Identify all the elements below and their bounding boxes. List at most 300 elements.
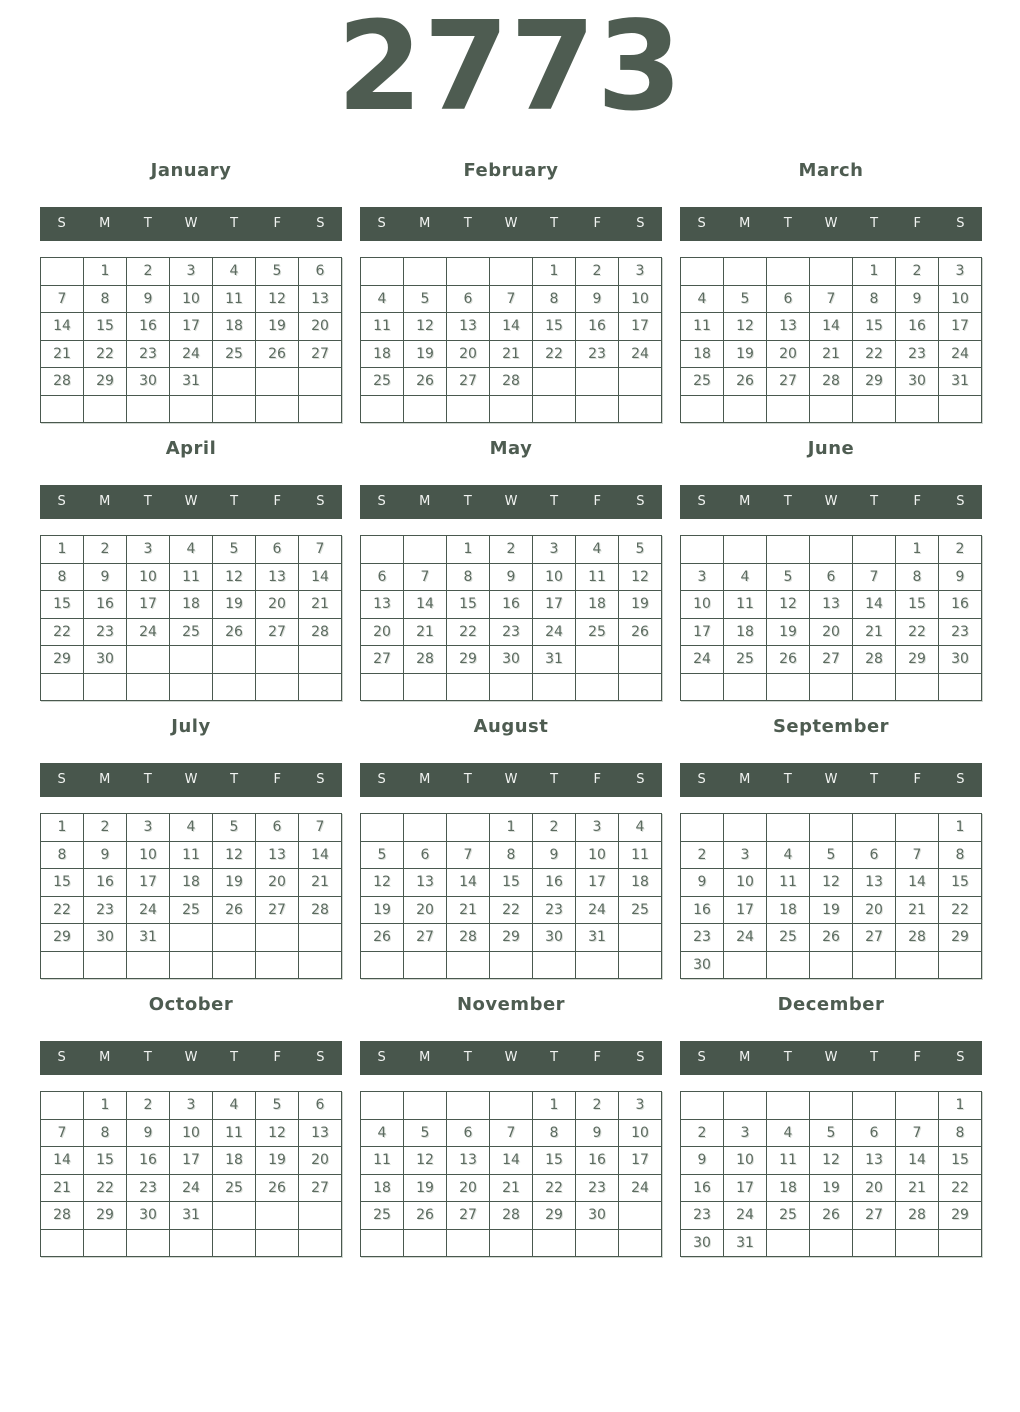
week-row xyxy=(41,841,342,869)
day-cell: 1 xyxy=(533,1092,576,1120)
day-cell: 16 xyxy=(939,591,982,619)
day-cell: 20 xyxy=(256,869,299,897)
day-cell: 31 xyxy=(724,1229,767,1257)
month-april xyxy=(40,438,342,706)
day-cell: 18 xyxy=(361,1174,404,1202)
empty-day-cell xyxy=(853,951,896,979)
empty-day-cell xyxy=(256,1229,299,1257)
day-cell: 5 xyxy=(213,814,256,842)
empty-day-cell xyxy=(127,1229,170,1257)
empty-day-cell xyxy=(939,395,982,423)
weekday-cell: T xyxy=(230,772,239,787)
week-row xyxy=(41,951,342,979)
day-cell: 13 xyxy=(299,285,342,313)
day-cell: 9 xyxy=(84,563,127,591)
weekday-cell: S xyxy=(697,494,706,509)
week-row xyxy=(361,395,662,423)
day-cell: 28 xyxy=(896,1202,939,1230)
month-title: September xyxy=(772,716,890,737)
day-cell: 10 xyxy=(939,285,982,313)
day-cell: 18 xyxy=(170,869,213,897)
day-cell: 29 xyxy=(853,368,896,396)
day-cell: 30 xyxy=(681,1229,724,1257)
day-cell: 24 xyxy=(170,1174,213,1202)
empty-day-cell xyxy=(84,395,127,423)
weekday-header-row xyxy=(40,1041,342,1075)
empty-day-cell xyxy=(810,1092,853,1120)
day-cell: 21 xyxy=(404,618,447,646)
weekday-cell: S xyxy=(956,216,965,231)
day-cell: 26 xyxy=(767,646,810,674)
day-cell: 30 xyxy=(939,646,982,674)
day-cell: 1 xyxy=(853,258,896,286)
month-title: July xyxy=(171,716,211,737)
week-row xyxy=(681,814,982,842)
day-cell: 19 xyxy=(810,896,853,924)
day-cell: 30 xyxy=(533,924,576,952)
weekday-cell: S xyxy=(636,494,645,509)
day-cell: 19 xyxy=(619,591,662,619)
empty-day-cell xyxy=(853,536,896,564)
month-grid xyxy=(360,257,662,423)
day-cell: 7 xyxy=(490,1119,533,1147)
empty-day-cell xyxy=(619,673,662,701)
day-cell: 2 xyxy=(533,814,576,842)
empty-day-cell xyxy=(810,951,853,979)
week-row xyxy=(681,618,982,646)
empty-day-cell xyxy=(576,673,619,701)
weekday-cell: F xyxy=(913,494,922,509)
week-row xyxy=(41,869,342,897)
weekday-cell: F xyxy=(593,216,602,231)
weekday-cell: S xyxy=(57,494,66,509)
day-cell: 27 xyxy=(256,896,299,924)
day-cell: 12 xyxy=(619,563,662,591)
day-cell: 16 xyxy=(896,313,939,341)
day-cell: 8 xyxy=(939,1119,982,1147)
day-cell: 5 xyxy=(404,285,447,313)
weekday-cell: S xyxy=(636,1050,645,1065)
weekday-cell: T xyxy=(143,772,152,787)
empty-day-cell xyxy=(724,1092,767,1120)
empty-day-cell xyxy=(853,1229,896,1257)
day-cell: 19 xyxy=(767,618,810,646)
weekday-cell: M xyxy=(99,772,111,787)
day-cell: 24 xyxy=(619,340,662,368)
day-cell: 18 xyxy=(213,313,256,341)
weekday-cell: T xyxy=(463,1050,472,1065)
day-cell: 3 xyxy=(170,258,213,286)
day-cell: 22 xyxy=(533,340,576,368)
day-cell: 17 xyxy=(724,1174,767,1202)
month-october xyxy=(40,994,342,1262)
empty-day-cell xyxy=(170,395,213,423)
day-cell: 12 xyxy=(810,869,853,897)
month-february xyxy=(360,160,662,428)
weekday-header-row xyxy=(360,207,662,241)
empty-day-cell xyxy=(41,1229,84,1257)
month-title: January xyxy=(150,160,232,181)
empty-day-cell xyxy=(299,1202,342,1230)
month-title: April xyxy=(165,438,217,459)
week-row xyxy=(361,869,662,897)
week-row xyxy=(41,618,342,646)
empty-day-cell xyxy=(84,673,127,701)
day-cell: 2 xyxy=(127,1092,170,1120)
empty-day-cell xyxy=(127,646,170,674)
weekday-cell: F xyxy=(273,1050,282,1065)
empty-day-cell xyxy=(681,395,724,423)
day-cell: 16 xyxy=(490,591,533,619)
day-cell: 29 xyxy=(84,368,127,396)
day-cell: 18 xyxy=(361,340,404,368)
weekday-cell: M xyxy=(739,216,751,231)
day-cell: 1 xyxy=(84,1092,127,1120)
day-cell: 9 xyxy=(127,285,170,313)
day-cell: 2 xyxy=(576,258,619,286)
day-cell: 30 xyxy=(896,368,939,396)
day-cell: 9 xyxy=(533,841,576,869)
week-row xyxy=(41,1119,342,1147)
empty-day-cell xyxy=(724,258,767,286)
weekday-cell: T xyxy=(230,494,239,509)
week-row xyxy=(681,395,982,423)
empty-day-cell xyxy=(299,673,342,701)
week-row xyxy=(681,340,982,368)
day-cell: 4 xyxy=(724,563,767,591)
empty-day-cell xyxy=(681,258,724,286)
day-cell: 15 xyxy=(490,869,533,897)
month-grid xyxy=(680,257,982,423)
weekday-cell: S xyxy=(956,772,965,787)
day-cell: 25 xyxy=(619,896,662,924)
empty-day-cell xyxy=(404,1092,447,1120)
empty-day-cell xyxy=(619,1202,662,1230)
day-cell: 28 xyxy=(490,368,533,396)
day-cell: 20 xyxy=(299,313,342,341)
empty-day-cell xyxy=(404,814,447,842)
day-cell: 20 xyxy=(447,1174,490,1202)
week-row xyxy=(41,368,342,396)
weekday-cell: T xyxy=(230,1050,239,1065)
day-cell: 14 xyxy=(447,869,490,897)
day-cell: 7 xyxy=(41,285,84,313)
day-cell: 9 xyxy=(896,285,939,313)
day-cell: 6 xyxy=(853,841,896,869)
empty-day-cell xyxy=(404,536,447,564)
empty-day-cell xyxy=(447,814,490,842)
month-title: May xyxy=(489,438,533,459)
week-row xyxy=(41,285,342,313)
day-cell: 24 xyxy=(170,340,213,368)
day-cell: 5 xyxy=(256,258,299,286)
day-cell: 10 xyxy=(127,563,170,591)
day-cell: 6 xyxy=(853,1119,896,1147)
day-cell: 4 xyxy=(361,1119,404,1147)
day-cell: 20 xyxy=(447,340,490,368)
day-cell: 12 xyxy=(256,285,299,313)
day-cell: 24 xyxy=(939,340,982,368)
day-cell: 10 xyxy=(170,1119,213,1147)
weekday-cell: T xyxy=(783,216,792,231)
day-cell: 6 xyxy=(299,1092,342,1120)
week-row xyxy=(361,1092,662,1120)
empty-day-cell xyxy=(619,395,662,423)
day-cell: 14 xyxy=(896,1147,939,1175)
day-cell: 4 xyxy=(361,285,404,313)
day-cell: 20 xyxy=(361,618,404,646)
day-cell: 16 xyxy=(681,896,724,924)
day-cell: 2 xyxy=(681,841,724,869)
weekday-cell: W xyxy=(184,772,198,787)
week-row xyxy=(361,618,662,646)
empty-day-cell xyxy=(361,1229,404,1257)
day-cell: 1 xyxy=(490,814,533,842)
day-cell: 14 xyxy=(853,591,896,619)
day-cell: 14 xyxy=(41,313,84,341)
weekday-cell: S xyxy=(316,1050,325,1065)
weekday-cell: S xyxy=(377,216,386,231)
weekday-cell: F xyxy=(593,494,602,509)
day-cell: 13 xyxy=(299,1119,342,1147)
day-cell: 29 xyxy=(41,924,84,952)
week-row xyxy=(681,1229,982,1257)
month-grid xyxy=(40,535,342,701)
day-cell: 5 xyxy=(724,285,767,313)
empty-day-cell xyxy=(896,395,939,423)
empty-day-cell xyxy=(576,368,619,396)
day-cell: 5 xyxy=(361,841,404,869)
day-cell: 22 xyxy=(939,896,982,924)
day-cell: 30 xyxy=(576,1202,619,1230)
empty-day-cell xyxy=(767,1092,810,1120)
day-cell: 27 xyxy=(767,368,810,396)
weekday-cell: S xyxy=(316,494,325,509)
empty-day-cell xyxy=(619,368,662,396)
day-cell: 21 xyxy=(896,896,939,924)
day-cell: 15 xyxy=(41,591,84,619)
empty-day-cell xyxy=(41,951,84,979)
weekday-cell: F xyxy=(273,494,282,509)
day-cell: 24 xyxy=(619,1174,662,1202)
weekday-cell: F xyxy=(913,216,922,231)
day-cell: 26 xyxy=(404,368,447,396)
day-cell: 25 xyxy=(170,618,213,646)
weekday-cell: T xyxy=(463,216,472,231)
day-cell: 25 xyxy=(213,1174,256,1202)
weekday-cell: W xyxy=(824,494,838,509)
day-cell: 3 xyxy=(619,1092,662,1120)
day-cell: 12 xyxy=(213,841,256,869)
day-cell: 17 xyxy=(127,869,170,897)
week-row xyxy=(681,673,982,701)
day-cell: 2 xyxy=(84,814,127,842)
month-november xyxy=(360,994,662,1262)
day-cell: 28 xyxy=(490,1202,533,1230)
empty-day-cell xyxy=(724,951,767,979)
day-cell: 29 xyxy=(896,646,939,674)
weekday-cell: T xyxy=(143,494,152,509)
weekday-cell: W xyxy=(824,772,838,787)
month-grid xyxy=(360,1091,662,1257)
day-cell: 1 xyxy=(447,536,490,564)
empty-day-cell xyxy=(533,395,576,423)
day-cell: 11 xyxy=(619,841,662,869)
day-cell: 23 xyxy=(127,340,170,368)
weekday-cell: W xyxy=(824,216,838,231)
day-cell: 14 xyxy=(299,841,342,869)
day-cell: 2 xyxy=(127,258,170,286)
month-title: August xyxy=(473,716,549,737)
day-cell: 1 xyxy=(939,1092,982,1120)
empty-day-cell xyxy=(41,258,84,286)
day-cell: 23 xyxy=(127,1174,170,1202)
weekday-cell: T xyxy=(783,772,792,787)
day-cell: 27 xyxy=(361,646,404,674)
day-cell: 6 xyxy=(447,1119,490,1147)
day-cell: 23 xyxy=(84,618,127,646)
day-cell: 22 xyxy=(41,896,84,924)
weekday-cell: T xyxy=(550,216,559,231)
day-cell: 11 xyxy=(361,313,404,341)
day-cell: 29 xyxy=(41,646,84,674)
empty-day-cell xyxy=(767,395,810,423)
empty-day-cell xyxy=(810,673,853,701)
day-cell: 2 xyxy=(490,536,533,564)
day-cell: 12 xyxy=(404,313,447,341)
day-cell: 12 xyxy=(724,313,767,341)
day-cell: 22 xyxy=(84,1174,127,1202)
day-cell: 14 xyxy=(299,563,342,591)
day-cell: 3 xyxy=(681,563,724,591)
empty-day-cell xyxy=(681,814,724,842)
day-cell: 22 xyxy=(84,340,127,368)
day-cell: 9 xyxy=(127,1119,170,1147)
day-cell: 26 xyxy=(213,618,256,646)
week-row xyxy=(41,896,342,924)
day-cell: 3 xyxy=(127,814,170,842)
months-grid xyxy=(40,160,982,1262)
day-cell: 3 xyxy=(619,258,662,286)
day-cell: 13 xyxy=(256,563,299,591)
day-cell: 8 xyxy=(41,563,84,591)
day-cell: 13 xyxy=(447,1147,490,1175)
empty-day-cell xyxy=(619,924,662,952)
weekday-cell: T xyxy=(463,772,472,787)
week-row xyxy=(681,313,982,341)
weekday-cell: S xyxy=(316,772,325,787)
day-cell: 2 xyxy=(681,1119,724,1147)
day-cell: 27 xyxy=(256,618,299,646)
day-cell: 20 xyxy=(810,618,853,646)
empty-day-cell xyxy=(681,673,724,701)
empty-day-cell xyxy=(404,673,447,701)
day-cell: 26 xyxy=(256,1174,299,1202)
empty-day-cell xyxy=(533,1229,576,1257)
day-cell: 13 xyxy=(810,591,853,619)
week-row xyxy=(361,368,662,396)
week-row xyxy=(681,924,982,952)
weekday-cell: M xyxy=(99,494,111,509)
day-cell: 20 xyxy=(767,340,810,368)
day-cell: 31 xyxy=(533,646,576,674)
week-row xyxy=(41,1229,342,1257)
day-cell: 9 xyxy=(576,1119,619,1147)
week-row xyxy=(41,395,342,423)
day-cell: 31 xyxy=(576,924,619,952)
day-cell: 18 xyxy=(619,869,662,897)
day-cell: 17 xyxy=(170,313,213,341)
day-cell: 1 xyxy=(896,536,939,564)
week-row xyxy=(681,1147,982,1175)
weekday-cell: S xyxy=(636,216,645,231)
day-cell: 6 xyxy=(256,814,299,842)
day-cell: 15 xyxy=(939,869,982,897)
day-cell: 7 xyxy=(447,841,490,869)
day-cell: 15 xyxy=(853,313,896,341)
day-cell: 18 xyxy=(213,1147,256,1175)
day-cell: 14 xyxy=(896,869,939,897)
day-cell: 8 xyxy=(533,1119,576,1147)
month-title: February xyxy=(463,160,559,181)
day-cell: 11 xyxy=(681,313,724,341)
month-grid xyxy=(680,535,982,701)
week-row xyxy=(41,536,342,564)
week-row xyxy=(41,258,342,286)
week-row xyxy=(361,814,662,842)
day-cell: 28 xyxy=(810,368,853,396)
weekday-cell: T xyxy=(143,216,152,231)
weekday-cell: T xyxy=(870,772,879,787)
day-cell: 25 xyxy=(767,924,810,952)
empty-day-cell xyxy=(170,1229,213,1257)
day-cell: 14 xyxy=(41,1147,84,1175)
day-cell: 6 xyxy=(810,563,853,591)
day-cell: 15 xyxy=(84,313,127,341)
empty-day-cell xyxy=(724,673,767,701)
weekday-cell: F xyxy=(913,772,922,787)
empty-day-cell xyxy=(853,395,896,423)
day-cell: 10 xyxy=(533,563,576,591)
day-cell: 3 xyxy=(576,814,619,842)
day-cell: 5 xyxy=(619,536,662,564)
week-row xyxy=(361,1229,662,1257)
empty-day-cell xyxy=(361,258,404,286)
day-cell: 25 xyxy=(361,368,404,396)
day-cell: 23 xyxy=(939,618,982,646)
day-cell: 9 xyxy=(490,563,533,591)
day-cell: 24 xyxy=(724,1202,767,1230)
day-cell: 27 xyxy=(299,340,342,368)
empty-day-cell xyxy=(767,1229,810,1257)
week-row xyxy=(41,591,342,619)
weekday-header-row xyxy=(680,1041,982,1075)
week-row xyxy=(681,285,982,313)
day-cell: 13 xyxy=(256,841,299,869)
empty-day-cell xyxy=(256,1202,299,1230)
day-cell: 8 xyxy=(896,563,939,591)
day-cell: 8 xyxy=(853,285,896,313)
weekday-cell: M xyxy=(99,1050,111,1065)
empty-day-cell xyxy=(84,1229,127,1257)
weekday-cell: W xyxy=(504,216,518,231)
weekday-cell: M xyxy=(419,216,431,231)
day-cell: 17 xyxy=(619,313,662,341)
day-cell: 6 xyxy=(299,258,342,286)
day-cell: 20 xyxy=(853,1174,896,1202)
day-cell: 11 xyxy=(767,869,810,897)
weekday-cell: T xyxy=(230,216,239,231)
